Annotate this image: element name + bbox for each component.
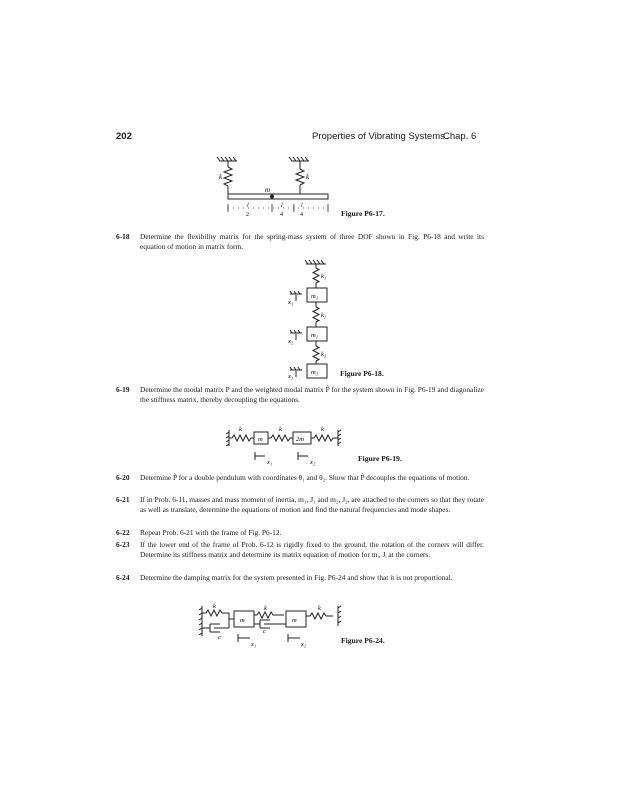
svg-text:k: k	[213, 603, 216, 610]
problem-6-22: 6-22 Repeat Prob. 6-21 with the frame of Fig. P6-12.	[116, 528, 282, 537]
problem-6-23: 6-23 If the lower end of the frame of Prob. 6-12 is rigidly fixed to the ground, the rotation of the corners will differ. Determine its stiffness matrix and determine its matrix equation of motion for mᵢ, Jᵢ at the corners.	[116, 540, 484, 560]
svg-text:k: k	[264, 605, 267, 612]
right-spring	[296, 169, 304, 185]
svg-text:c: c	[218, 634, 221, 641]
svg-text:x₂: x₂	[301, 641, 307, 648]
caption-p6-18: Figure P6-18.	[340, 369, 384, 378]
svg-text:x₂: x₂	[310, 459, 316, 466]
figure-p6-24	[196, 600, 352, 650]
svg-text:c: c	[263, 628, 266, 635]
svg-text:k: k	[239, 426, 242, 433]
svg-text:x₂: x₂	[288, 338, 294, 345]
mass-label: m	[265, 186, 271, 194]
figure-p6-17	[195, 155, 335, 219]
chapter-label: Chap. 6	[443, 131, 477, 142]
spring-right	[306, 613, 333, 619]
svg-text:m: m	[258, 436, 263, 443]
svg-text:4: 4	[280, 212, 283, 218]
figure-p6-18	[278, 258, 358, 380]
caption-p6-24: Figure P6-24.	[341, 636, 385, 645]
spring-k3	[313, 346, 319, 361]
svg-text:k: k	[279, 426, 282, 433]
svg-text:m₃: m₃	[311, 369, 318, 376]
svg-text:4: 4	[300, 212, 303, 218]
spring-left	[202, 610, 229, 616]
svg-text:l: l	[301, 203, 303, 209]
spring-right	[311, 435, 338, 441]
spring-middle	[268, 435, 293, 441]
rigid-bar	[228, 194, 328, 199]
figure-p6-19	[225, 424, 355, 468]
svg-text:m: m	[240, 617, 245, 624]
svg-text:l: l	[281, 203, 283, 209]
right-spring-label: k	[306, 173, 310, 181]
page-number: 202	[116, 131, 132, 142]
svg-text:k: k	[318, 605, 321, 612]
svg-text:m: m	[292, 617, 297, 624]
damper-middle	[254, 620, 286, 628]
svg-text:x₁: x₁	[251, 641, 257, 648]
left-spring-label: k	[219, 173, 223, 181]
svg-text:k₂: k₂	[321, 312, 327, 319]
spring-left	[229, 435, 254, 441]
spring-middle	[254, 612, 284, 618]
svg-text:2m: 2m	[296, 436, 304, 443]
problem-6-24: 6-24 Determine the damping matrix for the system presented in Fig. P6-24 and show that it is not proportional.	[116, 573, 453, 582]
spring-k1	[313, 268, 319, 283]
running-title: Properties of Vibrating Systems	[312, 131, 445, 142]
left-spring	[224, 167, 232, 186]
damper-left	[202, 624, 229, 632]
spring-k2	[313, 307, 319, 322]
svg-text:m₁: m₁	[311, 293, 318, 300]
center-of-mass	[270, 195, 274, 199]
problem-6-18: 6-18 Determine the flexibility matrix for the spring-mass system of three DOF shown in Fig. P6-18 and write its equation of motion in matrix form.	[116, 232, 484, 252]
caption-p6-17: Figure P6-17.	[341, 209, 385, 218]
svg-text:x₁: x₁	[267, 459, 273, 466]
svg-text:2: 2	[246, 212, 249, 218]
svg-text:l: l	[247, 203, 249, 209]
problem-6-21: 6-21 If in Prob. 6-11, masses and mass moment of inertia, m₁, J₁ and m₂, J₂, are attached to the corners so that they rotate as well as translate, determine the equations of motion and find the natural frequencies and mode shapes.	[116, 495, 484, 515]
svg-text:k: k	[321, 426, 324, 433]
svg-text:k₁: k₁	[321, 273, 327, 280]
caption-p6-19: Figure P6-19.	[358, 454, 402, 463]
problem-6-20: 6-20 Determine P̃ for a double pendulum with coordinates θ₁ and θ₂. Show that P̃ decouples the equations of motion.	[116, 473, 470, 482]
svg-text:k₃: k₃	[321, 351, 327, 358]
problem-6-19: 6-19 Determine the modal matrix P and the weighted modal matrix P̃ for the system shown in Fig. P6-19 and diagonalize the stiffness matrix, thereby decoupling the equations.	[116, 385, 484, 405]
svg-text:m₂: m₂	[311, 332, 318, 339]
svg-text:x₁: x₁	[288, 299, 294, 306]
svg-text:x₃: x₃	[288, 373, 294, 380]
